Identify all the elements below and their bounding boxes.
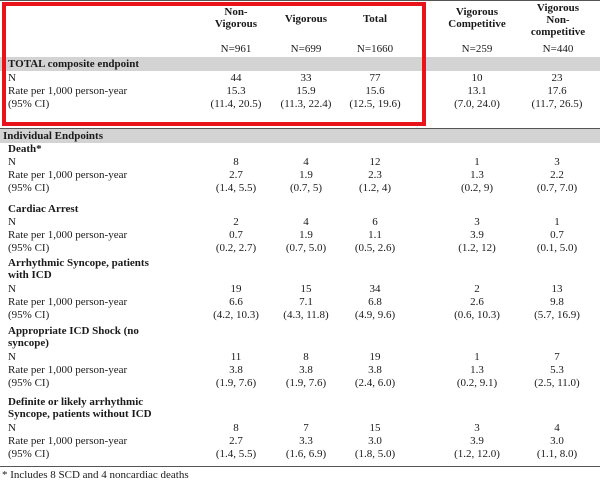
row-label: (95% CI) — [8, 309, 50, 321]
col-header-n: N=259 — [461, 43, 493, 55]
table-cell: (0.1, 5.0) — [536, 242, 578, 254]
col-header-n: N=1660 — [356, 43, 394, 55]
endpoint-title: Arrhythmic Syncope, patients with ICD — [8, 257, 149, 281]
table-cell: 77 — [369, 72, 381, 84]
row-label: N — [8, 216, 16, 228]
table-cell: 7 — [303, 422, 309, 434]
table-cell: (1.2, 4) — [358, 182, 392, 194]
table-cell: (4.3, 11.8) — [283, 309, 329, 321]
table-cell: (11.7, 26.5) — [531, 98, 583, 110]
row-label: Rate per 1,000 person-year — [8, 435, 128, 447]
row-label: N — [8, 422, 16, 434]
table-cell: (0.2, 9) — [460, 182, 494, 194]
table-cell: 1.9 — [299, 169, 313, 181]
table-cell: 3.8 — [299, 364, 313, 376]
row-label: Rate per 1,000 person-year — [8, 229, 128, 241]
col-header-label: Vigorous Non- competitive — [530, 2, 586, 38]
table-cell: 3.0 — [550, 435, 564, 447]
table-cell: 44 — [230, 72, 242, 84]
table-cell: 3 — [474, 422, 480, 434]
col-header-label: Non- Vigorous — [214, 6, 258, 30]
endpoint-title: Definite or likely arrhythmic Syncope, patients without ICD — [8, 396, 152, 420]
footnote: * Includes 8 SCD and 4 noncardiac deaths — [2, 469, 189, 481]
table-cell: 2 — [474, 283, 480, 295]
top-rule — [0, 0, 600, 1]
table-cell: (1.4, 5.5) — [215, 182, 257, 194]
table-cell: 8 — [233, 156, 239, 168]
table-cell: (0.6, 10.3) — [454, 309, 500, 321]
table-cell: 11 — [230, 351, 242, 363]
table-cell: 10 — [471, 72, 483, 84]
table-cell: 17.6 — [547, 85, 567, 97]
table-cell: 3.8 — [368, 364, 382, 376]
row-label: N — [8, 72, 16, 84]
table-cell: 3 — [554, 156, 560, 168]
row-label: Rate per 1,000 person-year — [8, 364, 128, 376]
table-cell: 13 — [551, 283, 563, 295]
table-cell: 15.3 — [226, 85, 246, 97]
table-cell: 1 — [554, 216, 560, 228]
table-cell: (1.8, 5.0) — [354, 448, 396, 460]
col-header-label: Vigorous Competitive — [448, 6, 506, 30]
table-cell: (0.7, 5.0) — [285, 242, 327, 254]
table-cell: (0.7, 7.0) — [536, 182, 578, 194]
table-cell: 9.8 — [550, 296, 564, 308]
row-label: N — [8, 156, 16, 168]
table-cell: 33 — [300, 72, 312, 84]
table-cell: 2.3 — [368, 169, 382, 181]
row-label: (95% CI) — [8, 448, 50, 460]
row-label: N — [8, 283, 16, 295]
table-cell: 0.7 — [550, 229, 564, 241]
table-cell: 0.7 — [229, 229, 243, 241]
table-cell: (1.4, 5.5) — [215, 448, 257, 460]
table-cell: 34 — [369, 283, 381, 295]
col-header-n: N=961 — [220, 43, 252, 55]
table-cell: 4 — [303, 156, 309, 168]
table-cell: 2.2 — [550, 169, 564, 181]
table-cell: 4 — [554, 422, 560, 434]
table-cell: (5.7, 16.9) — [534, 309, 580, 321]
table-cell: 2.7 — [229, 169, 243, 181]
table-cell: 3.9 — [470, 229, 484, 241]
table-cell: (7.0, 24.0) — [454, 98, 500, 110]
table-cell: 7.1 — [299, 296, 313, 308]
bottom-rule — [0, 466, 600, 467]
table-cell: (2.5, 11.0) — [534, 377, 580, 389]
table-cell: (1.6, 6.9) — [285, 448, 327, 460]
col-header-label: Total — [362, 13, 388, 25]
table-cell: 15.6 — [365, 85, 385, 97]
table-cell: (0.2, 9.1) — [456, 377, 498, 389]
table-cell: 15 — [300, 283, 312, 295]
table-cell: 8 — [233, 422, 239, 434]
table-cell: 7 — [554, 351, 560, 363]
table-cell: (0.5, 2.6) — [354, 242, 396, 254]
row-label: Rate per 1,000 person-year — [8, 85, 128, 97]
table-cell: 5.3 — [550, 364, 564, 376]
total-section-title: TOTAL composite endpoint — [8, 58, 140, 70]
table-cell: (12.5, 19.6) — [349, 98, 401, 110]
row-label: (95% CI) — [8, 98, 50, 110]
table-cell: (11.3, 22.4) — [280, 98, 332, 110]
individual-section-title: Individual Endpoints — [3, 130, 103, 142]
row-label: N — [8, 351, 16, 363]
table-cell: 15 — [369, 422, 381, 434]
table-cell: 3.8 — [229, 364, 243, 376]
table-cell: 6 — [372, 216, 378, 228]
table-cell: (4.9, 9.6) — [354, 309, 396, 321]
table-cell: 4 — [303, 216, 309, 228]
table-cell: (4.2, 10.3) — [213, 309, 259, 321]
table-cell: 19 — [369, 351, 381, 363]
table-cell: (2.4, 6.0) — [354, 377, 396, 389]
col-header-label: Vigorous — [284, 13, 328, 25]
table-cell: 1.1 — [368, 229, 382, 241]
endpoint-title: Cardiac Arrest — [8, 203, 79, 215]
table-cell: 3.3 — [299, 435, 313, 447]
row-label: (95% CI) — [8, 377, 50, 389]
table-cell: (1.1, 8.0) — [536, 448, 578, 460]
table-cell: 2.7 — [229, 435, 243, 447]
table-cell: (1.2, 12) — [458, 242, 496, 254]
table-cell: 1.3 — [470, 364, 484, 376]
table-cell: 2.6 — [470, 296, 484, 308]
table-cell: (11.4, 20.5) — [210, 98, 262, 110]
row-label: (95% CI) — [8, 182, 50, 194]
table-cell: 8 — [303, 351, 309, 363]
table-cell: 3.0 — [368, 435, 382, 447]
table-cell: 1 — [474, 351, 480, 363]
table-cell: 23 — [551, 72, 563, 84]
table-cell: (1.2, 12.0) — [454, 448, 500, 460]
row-label: Rate per 1,000 person-year — [8, 169, 128, 181]
table-cell: 15.9 — [296, 85, 316, 97]
table-cell: 13.1 — [467, 85, 487, 97]
table-cell: 1.9 — [299, 229, 313, 241]
table-cell: 3.9 — [470, 435, 484, 447]
table-cell: 1 — [474, 156, 480, 168]
table-cell: (1.9, 7.6) — [285, 377, 327, 389]
col-header-n: N=699 — [290, 43, 322, 55]
table-cell: 19 — [230, 283, 242, 295]
row-label: (95% CI) — [8, 242, 50, 254]
table-cell: (1.9, 7.6) — [215, 377, 257, 389]
table-cell: 3 — [474, 216, 480, 228]
row-label: Rate per 1,000 person-year — [8, 296, 128, 308]
endpoint-title: Death* — [8, 143, 42, 155]
col-header-n: N=440 — [542, 43, 574, 55]
table-cell: 6.6 — [229, 296, 243, 308]
table-cell: (0.2, 2.7) — [215, 242, 257, 254]
table-cell: 2 — [233, 216, 239, 228]
table-cell: 6.8 — [368, 296, 382, 308]
table-cell: 12 — [369, 156, 381, 168]
table-cell: (0.7, 5) — [289, 182, 323, 194]
endpoint-title: Appropriate ICD Shock (no syncope) — [8, 325, 139, 349]
table-cell: 1.3 — [470, 169, 484, 181]
